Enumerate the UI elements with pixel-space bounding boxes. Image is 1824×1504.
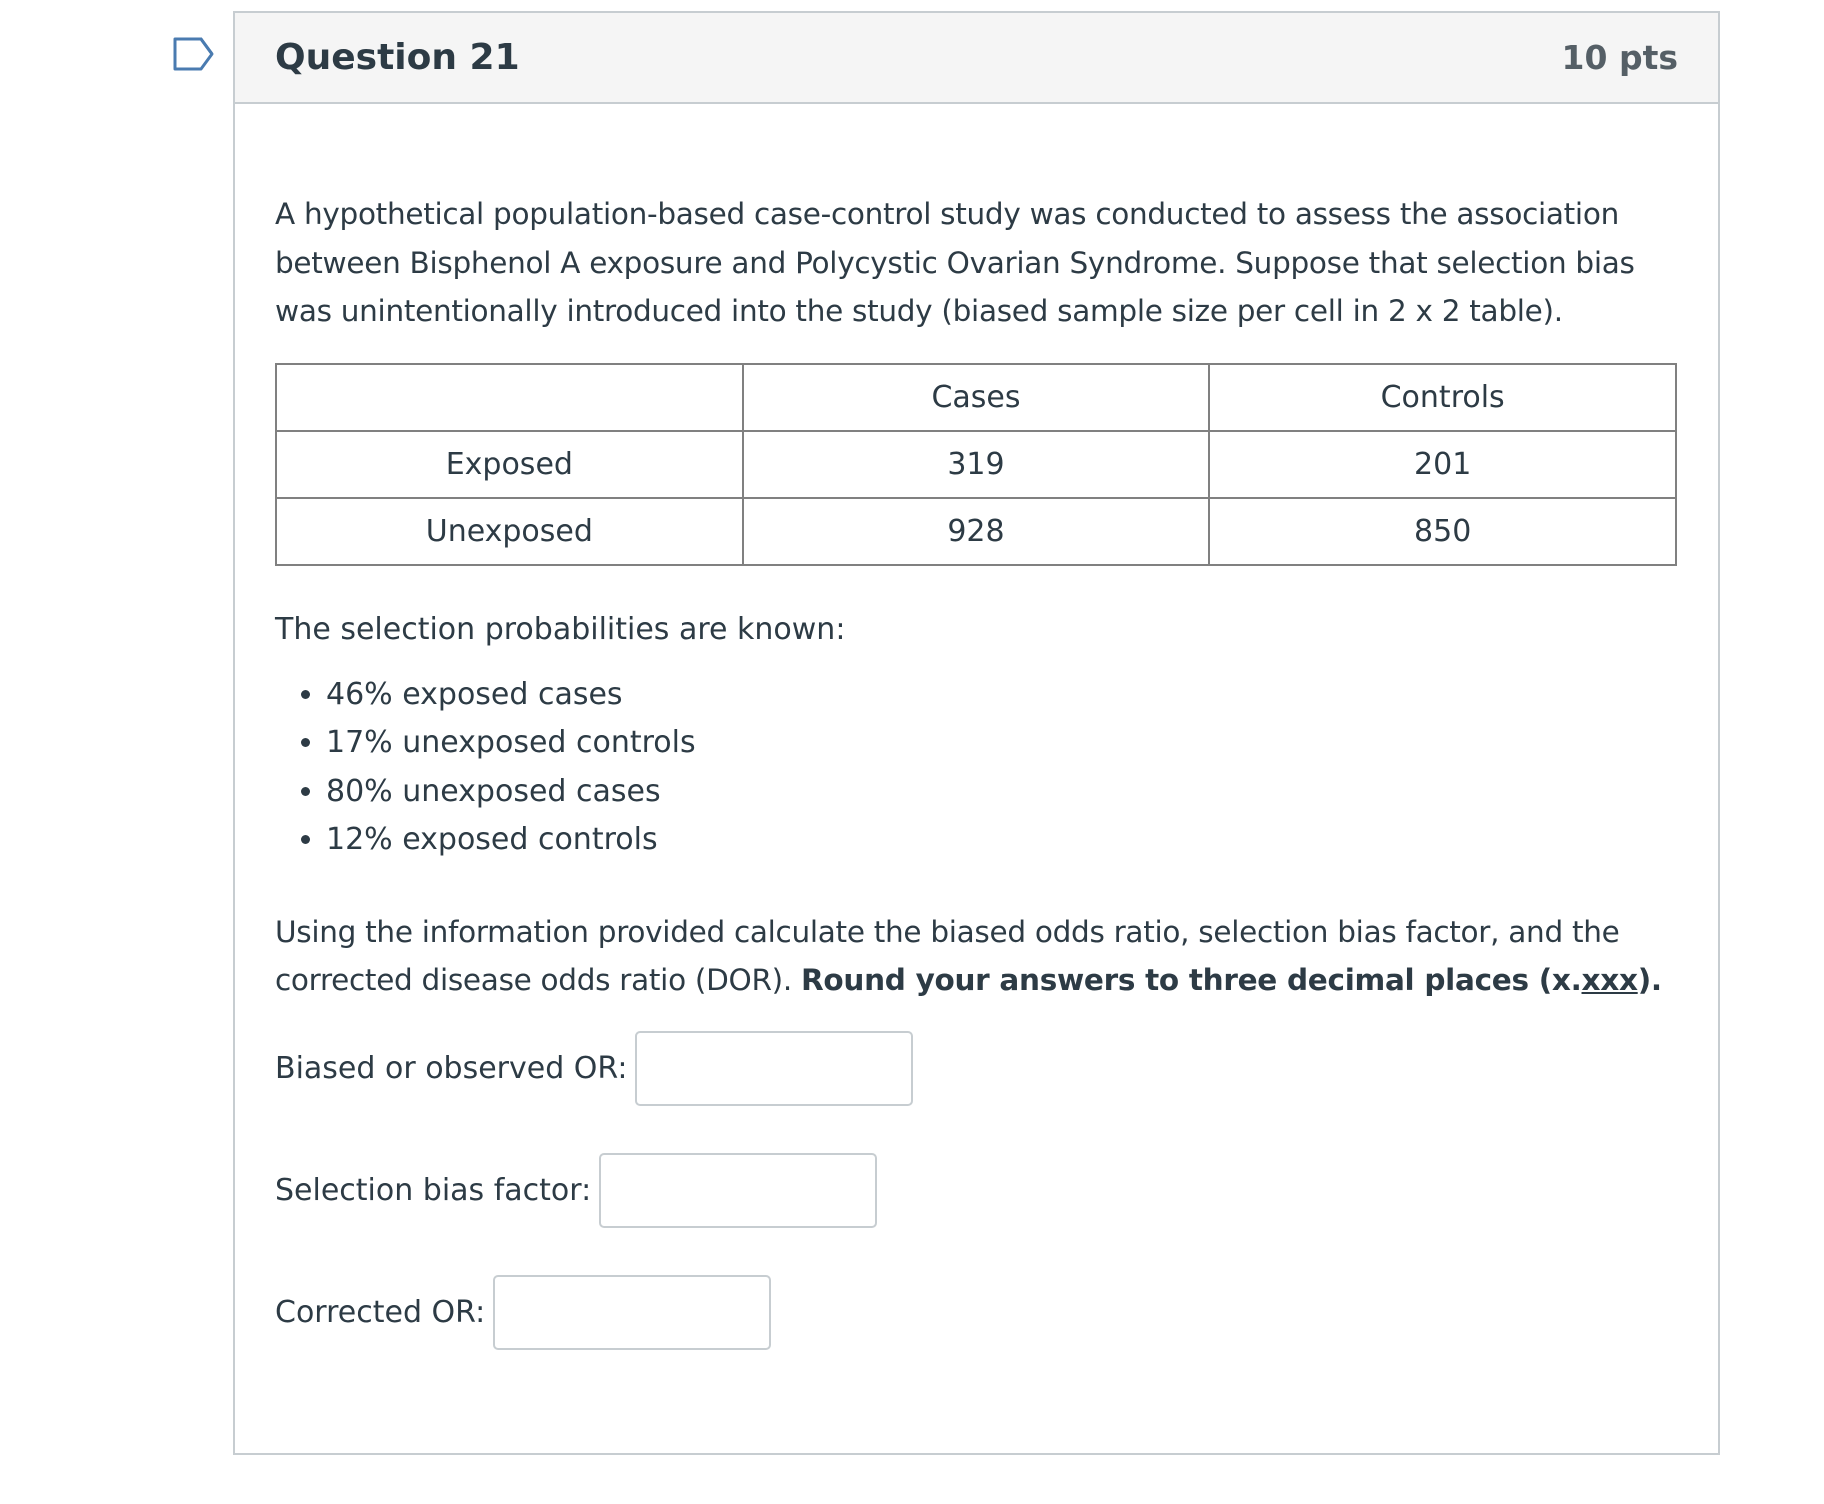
question-intro: A hypothetical population-based case-control study was conducted to assess the association between Bisphenol A exposure and Polycystic Ovarian Syndrome. Suppose that selection bias was unintentionally introduced into the study (biased sample size per cell in 2 x 2 table). [275, 197, 1635, 328]
biased-or-row [275, 1031, 1678, 1106]
question-card [233, 11, 1720, 1455]
question-title: Question 21 [275, 37, 520, 78]
corrected-or-input[interactable] [493, 1275, 771, 1350]
table-header-cell: Cases [743, 364, 1210, 431]
flag-question-icon[interactable] [172, 36, 216, 72]
probability-list [275, 671, 1678, 865]
data-table [275, 363, 1677, 566]
question-header [235, 13, 1718, 104]
list-item: • 80% unexposed cases [326, 768, 1678, 817]
biased-or-input[interactable] [635, 1031, 913, 1106]
table-header-row [276, 364, 1676, 431]
table-cell: 850 [1209, 498, 1676, 565]
bias-factor-row [275, 1153, 1678, 1228]
list-item: • 46% exposed cases [326, 671, 1678, 720]
table-row-label: Unexposed [276, 498, 743, 565]
bias-factor-input[interactable] [599, 1153, 877, 1228]
instructions-bold-suffix: ). [1637, 963, 1662, 997]
corrected-or-row [275, 1275, 1678, 1350]
biased-or-label: Biased or observed OR: [275, 1050, 628, 1086]
table-row-label: Exposed [276, 431, 743, 498]
selection-intro: The selection probabilities are known: [275, 611, 846, 647]
list-item: • 17% unexposed controls [326, 719, 1678, 768]
instructions-bold-underlined: xxx [1581, 963, 1638, 997]
question-body [235, 190, 1718, 1350]
instructions [275, 908, 1678, 1005]
table-cell: 928 [743, 498, 1210, 565]
table-cell: 201 [1209, 431, 1676, 498]
question-points: 10 pts [1561, 38, 1678, 77]
table-header-cell: Controls [1209, 364, 1676, 431]
instructions-bold-prefix: Round your answers to three decimal places (x. [801, 963, 1582, 997]
corrected-or-label: Corrected OR: [275, 1294, 486, 1330]
table-row [276, 498, 1676, 565]
instructions-bold [801, 963, 1662, 997]
table-header-cell [276, 364, 743, 431]
bias-factor-label: Selection bias factor: [275, 1172, 592, 1208]
instructions-text: Using the information provided calculate the biased odds ratio, selection bias factor, and the corrected disease odds ratio (DOR). [275, 914, 1620, 997]
list-item: • 12% exposed controls [326, 816, 1678, 865]
table-cell: 319 [743, 431, 1210, 498]
table-row [276, 431, 1676, 498]
